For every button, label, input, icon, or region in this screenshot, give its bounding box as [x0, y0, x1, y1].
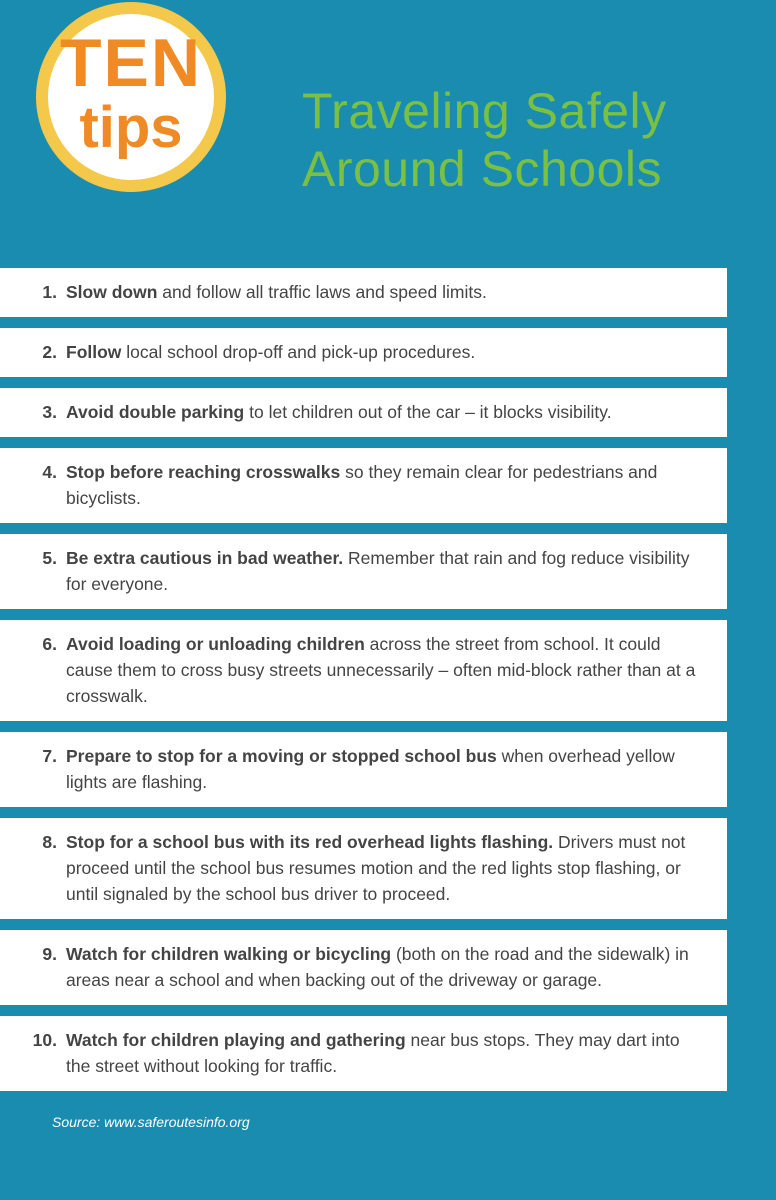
- tip-emphasis: Prepare to stop for a moving or stopped school bus: [66, 746, 497, 766]
- tip-text: so they remain clear for pedestrians and bicyclists.: [66, 462, 658, 508]
- tip-text: (both on the road and the sidewalk) in areas near a school and when backing out of the driveway or garage.: [66, 944, 689, 990]
- tip-emphasis: Watch for children playing and gathering: [66, 1030, 406, 1050]
- tip-text: across the street from school. It could cause them to cross busy streets unnecessarily – often mid-block rather than at a crosswalk.: [66, 634, 696, 706]
- tip-emphasis: Follow: [66, 342, 122, 362]
- tip-emphasis: Stop for a school bus with its red overhead lights flashing.: [66, 832, 554, 852]
- tip-item: [0, 328, 727, 377]
- tip-item: [0, 930, 727, 1005]
- tip-text: and follow all traffic laws and speed limits.: [157, 282, 487, 302]
- tip-text: near bus stops. They may dart into the street without looking for traffic.: [66, 1030, 680, 1076]
- tip-emphasis: Avoid loading or unloading children: [66, 634, 365, 654]
- tip-item: [0, 388, 727, 437]
- badge-tips-text: tips: [79, 95, 183, 160]
- tip-number: 8.: [42, 832, 57, 852]
- title-line-1: Traveling Safely: [302, 83, 667, 139]
- tip-number: 10.: [32, 1030, 57, 1050]
- tip-text: Remember that rain and fog reduce visibility for everyone.: [66, 548, 690, 594]
- tip-number: 5.: [42, 548, 57, 568]
- tip-item: [0, 534, 727, 609]
- tip-number: 2.: [42, 342, 57, 362]
- tip-emphasis: Stop before reaching crosswalks: [66, 462, 341, 482]
- tip-emphasis: Be extra cautious in bad weather.: [66, 548, 344, 568]
- tip-emphasis: Avoid double parking: [66, 402, 245, 422]
- tip-number: 6.: [42, 634, 57, 654]
- tip-emphasis: Watch for children walking or bicycling: [66, 944, 392, 964]
- tip-item: [0, 818, 727, 919]
- tip-item: [0, 268, 727, 317]
- badge-inner-circle: [48, 14, 214, 180]
- source-citation: Source: www.saferoutesinfo.org: [52, 1114, 250, 1130]
- tip-text: Drivers must not proceed until the school bus resumes motion and the red lights stop flashing, or until signaled by the school bus driver to proceed.: [66, 832, 686, 904]
- tip-number: 3.: [42, 402, 57, 422]
- tip-emphasis: Slow down: [66, 282, 158, 302]
- tip-number: 4.: [42, 462, 57, 482]
- tip-text: to let children out of the car – it blocks visibility.: [244, 402, 612, 422]
- tip-number: 7.: [42, 746, 57, 766]
- page-title: [302, 82, 762, 198]
- tip-item: [0, 732, 727, 807]
- badge-ten-text: TEN: [60, 25, 202, 101]
- tip-number: 1.: [42, 282, 57, 302]
- tip-number: 9.: [42, 944, 57, 964]
- tip-text: when overhead yellow lights are flashing.: [66, 746, 675, 792]
- ten-tips-badge: [36, 2, 226, 192]
- tip-item: [0, 448, 727, 523]
- tip-text: local school drop-off and pick-up procedures.: [121, 342, 476, 362]
- tips-list: [0, 268, 727, 1091]
- tip-item: [0, 620, 727, 721]
- tip-item: [0, 1016, 727, 1091]
- title-line-2: Around Schools: [302, 141, 663, 197]
